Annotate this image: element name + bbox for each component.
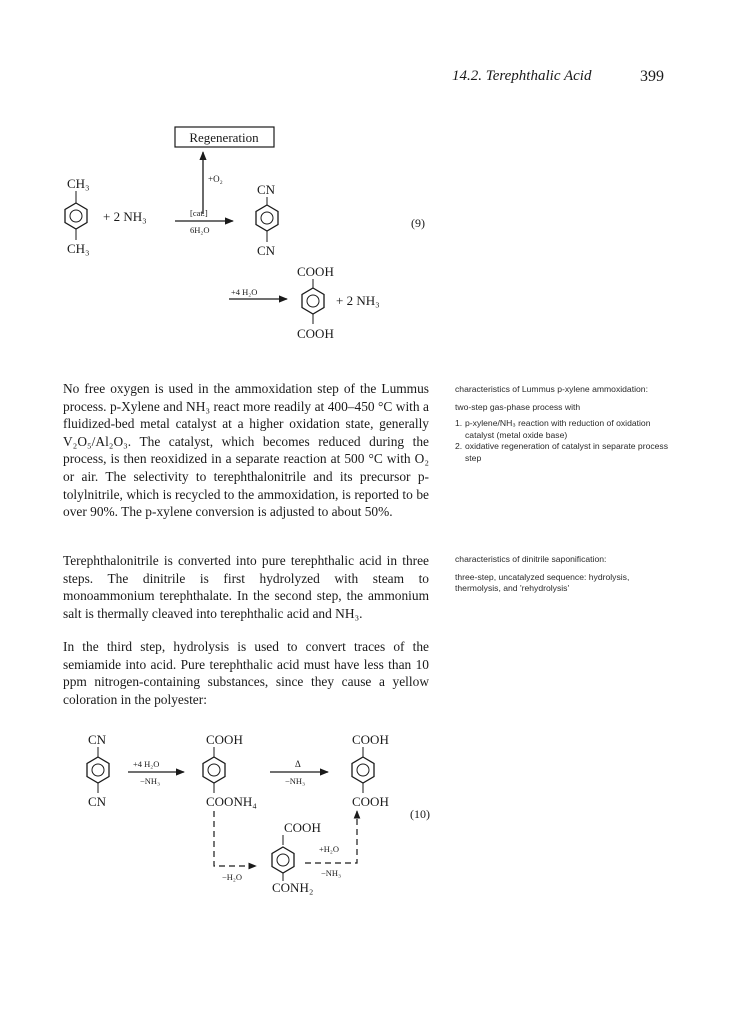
s10-cooh-a: COOH xyxy=(206,732,243,747)
margin-note-list xyxy=(455,418,669,464)
running-header-title: 14.2. Terephthalic Acid xyxy=(452,68,592,84)
paragraph-lummus-ammoxidation: No free oxygen is used in the ammoxidation step of the Lummus process. p-Xylene and NH₃ react more readily at 400–450 °C with a fluidized-bed metal catalyst at a higher oxidation state, generally V₂O₅/Al₂O₃. The catalyst, which becomes reduced during the process, is then reoxidized in a separate reaction at 500 °C with O₂ or air. The selectivity to terephthalonitrile and its precursor p-tolylnitrile, which is recycled to the ammoxidation, is reported to be over 90%. The p-xylene conversion is adjusted to about 50%. xyxy=(63,381,429,520)
margin-note-saponification xyxy=(455,554,669,595)
regeneration-label: Regeneration xyxy=(189,130,259,145)
paragraph-dinitrile-conversion: Terephthalonitrile is converted into pure terephthalic acid in three steps. The dinitrile is first hydrolyzed with steam to monoammonium terephthalate. In the second step, the ammonium salt is thermally cleaved into terephthalic acid and NH₃. xyxy=(63,553,429,621)
equation-number-9: (9) xyxy=(411,216,425,230)
margin-note-subheading: two-step gas-phase process with xyxy=(455,401,581,412)
cn-top-label: CN xyxy=(257,182,276,197)
s10-rehydrolysis-dashed-arrow xyxy=(305,811,357,863)
s10-dehydration-dashed-arrow xyxy=(214,811,256,866)
six-h2o-label: 6H₂O xyxy=(190,225,210,235)
equation-number-10: (10) xyxy=(410,807,430,821)
s10-conh2: CONH₂ xyxy=(272,880,314,895)
s10-plus-4h2o: +4 H₂O xyxy=(133,759,160,769)
margin-note-lummus xyxy=(455,384,669,464)
reaction-scheme-9 xyxy=(0,0,729,360)
s10-cooh-c: COOH xyxy=(284,820,321,835)
s10-minus-nh3-1: −NH₃ xyxy=(140,776,161,786)
cooh-bottom-label: COOH xyxy=(297,326,334,341)
margin-note-heading: characteristics of dinitrile saponification: xyxy=(455,554,607,564)
page-number: 399 xyxy=(640,68,664,85)
s10-cn-top: CN xyxy=(88,732,107,747)
benzene-ring-xylene xyxy=(65,203,87,229)
s10-ring-ammonium-salt xyxy=(203,757,225,783)
s10-plus-h2o: +H₂O xyxy=(319,844,340,854)
cn-bottom-label: CN xyxy=(257,243,276,258)
plus-4h2o-label: +4 H₂O xyxy=(231,287,258,297)
ch3-bottom-label: CH₃ xyxy=(67,241,90,256)
s10-cooh-b-top: COOH xyxy=(352,732,389,747)
plus-2nh3-product: + 2 NH₃ xyxy=(336,293,380,308)
paragraph-third-step: In the third step, hydrolysis is used to convert traces of the semiamide into acid. Pure terephthalic acid must have less than 10 ppm nitrogen-containing substances, since they cause a yellow coloration in the polyester: xyxy=(63,639,429,707)
margin-note-heading: characteristics of Lummus p-xylene ammoxidation: xyxy=(455,384,648,394)
s10-ring-dinitrile xyxy=(87,757,109,783)
s10-ring-semiamide xyxy=(272,847,294,873)
catalyst-label: [cat.] xyxy=(190,208,208,218)
reaction-scheme-10 xyxy=(0,725,729,895)
s10-minus-h2o: −H₂O xyxy=(222,872,243,882)
s10-cooh-b-bottom: COOH xyxy=(352,794,389,809)
plus-2nh3-reactant: + 2 NH₃ xyxy=(103,209,147,224)
plus-o2-label: +O₂ xyxy=(208,174,223,184)
margin-note-item: 1. p-xylene/NH₃ reaction with reduction of oxidation catalyst (metal oxide base) xyxy=(455,418,651,440)
ch3-top-label: CH₃ xyxy=(67,176,90,191)
s10-minus-nh3-3: −NH₃ xyxy=(321,868,342,878)
s10-ring-terephthalic xyxy=(352,757,374,783)
margin-note-item: 2. oxidative regeneration of catalyst in separate process step xyxy=(455,441,669,463)
s10-coonh4: COONH₄ xyxy=(206,794,257,809)
s10-delta: Δ xyxy=(295,759,301,769)
cooh-top-label: COOH xyxy=(297,264,334,279)
s10-cn-bottom: CN xyxy=(88,794,107,809)
s10-minus-nh3-2: −NH₃ xyxy=(285,776,306,786)
margin-note-subheading: three-step, uncatalyzed sequence: hydrolysis, thermolysis, and 'rehydrolysis' xyxy=(455,571,630,593)
benzene-ring-terephthalic xyxy=(302,288,324,314)
benzene-ring-dinitrile xyxy=(256,205,278,231)
